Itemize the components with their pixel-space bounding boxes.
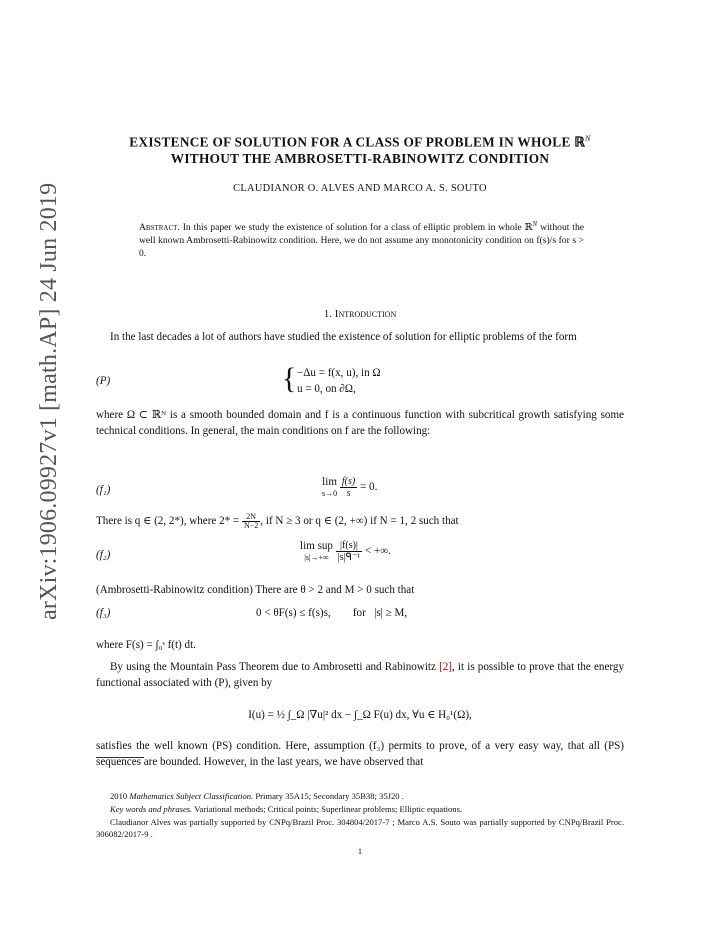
foot1-a: 2010 xyxy=(110,791,130,801)
section-number: 1. xyxy=(323,308,333,320)
footnote-funding: Claudianor Alves was partially supported by CNPq/Brazil Proc. 304804/2017-7 ; Marco A.S. Souto was partially supported by CNPq/Brazil Proc. 306082/2017-9 . xyxy=(96,817,624,839)
title-line-2: WITHOUT THE AMBROSETTI-RABINOWITZ CONDITION xyxy=(170,151,550,167)
equation-f3-label: (f₃) xyxy=(96,607,111,619)
foot2-b: Variational methods; Critical points; Superlinear problems; Elliptic equations. xyxy=(192,804,463,814)
para3-frac-num: 2N xyxy=(242,513,260,522)
abstract-superscript: N xyxy=(532,220,538,228)
f1-numerator: f(s) xyxy=(341,476,356,487)
equation-p-line-2: u = 0, on ∂Ω, xyxy=(297,383,356,395)
equation-f2 xyxy=(300,540,391,563)
arxiv-identifier: arXiv:1906.09927v1 [math.AP] 24 Jun 2019 xyxy=(36,182,62,620)
para6-text-b: , it is possible to prove that the energy functional associated with (P), given by xyxy=(96,661,624,689)
para3-frac-den: N−2 xyxy=(244,521,259,530)
para3-text-b: , if N ≥ 3 or q ∈ (2, +∞) if N = 1, 2 such that xyxy=(260,515,459,528)
f2-limsup: lim sup xyxy=(300,539,333,552)
page-number: 1 xyxy=(357,846,363,856)
equation-energy-functional: I(u) = ½ ∫_Ω |∇u|² dx − ∫_Ω F(u) dx, ∀u ∈ H₀¹(Ω), xyxy=(248,709,472,721)
f2-numerator: |f(s)| xyxy=(336,540,362,552)
equation-p-line-1: −Δu = f(x, u), in Ω xyxy=(297,367,381,379)
paragraph-6 xyxy=(96,660,624,691)
section-heading xyxy=(96,308,624,320)
paragraph-2: where Ω ⊂ ℝᴺ is a smooth bounded domain and f is a continuous function with subcritical growth satisfying some technical conditions. In general, the main conditions on f are the following: xyxy=(96,409,624,437)
authors: CLAUDIANOR O. ALVES AND MARCO A. S. SOUTO xyxy=(233,183,487,194)
paragraph-4: (Ambrosetti-Rabinowitz condition) There are θ > 2 and M > 0 such that xyxy=(96,584,415,596)
equation-f1 xyxy=(322,476,377,499)
f1-lim-sub: s→0 xyxy=(322,488,338,498)
f2-limsup-sub: |s|→+∞ xyxy=(304,552,329,562)
footnote-keywords xyxy=(96,803,624,815)
paper-title xyxy=(96,130,624,167)
paragraph-1: In the last decades a lot of authors have studied the existence of solution for elliptic problems of the form xyxy=(110,331,577,343)
abstract-text-2: without the well known Ambrosetti-Rabinowitz condition. Here, we do not assume any monotonicity condition on f(s)/s for s > 0. xyxy=(139,222,584,260)
citation-link[interactable]: [2] xyxy=(439,661,452,673)
abstract xyxy=(139,218,584,260)
equation-brace: { xyxy=(282,362,297,395)
title-superscript: N xyxy=(585,134,591,143)
title-line-1: EXISTENCE OF SOLUTION FOR A CLASS OF PROBLEM IN WHOLE ℝ xyxy=(129,134,586,150)
foot2-italic: Key words and phrases. xyxy=(110,804,193,814)
equation-f2-label: (f₂) xyxy=(96,549,111,561)
equation-f1-label: (f₁) xyxy=(96,484,111,496)
f1-denominator: s xyxy=(346,488,351,499)
section-title: Introduction xyxy=(334,308,397,320)
para6-text-a: By using the Mountain Pass Theorem due to Ambrosetti and Rabinowitz xyxy=(110,661,440,673)
abstract-label: Abstract. xyxy=(139,222,180,234)
footnote-msc xyxy=(96,790,624,802)
paragraph-5: where F(s) = ∫₀ˢ f(t) dt. xyxy=(96,639,196,651)
foot1-italic: Mathematics Subject Classification. xyxy=(129,791,254,801)
abstract-text-1: In this paper we study the existence of solution for a class of elliptic problem in whole ℝ xyxy=(182,222,533,234)
para3-text-a: There is q ∈ (2, 2*), where 2* = xyxy=(96,515,243,528)
foot1-b: Primary 35A15; Secondary 35B38; 35J20 . xyxy=(253,791,404,801)
equation-f3: 0 < θF(s) ≤ f(s)s, for |s| ≥ M, xyxy=(256,607,408,619)
paragraph-3 xyxy=(96,513,624,530)
paragraph-7: satisfies the well known (PS) condition. Here, assumption (f₃) permits to prove, of a very easy way, that all (PS) sequences are bounded. However, in the last years, we have observed that xyxy=(96,740,624,768)
f2-denominator: |s|ᑫ⁻¹ xyxy=(337,552,361,563)
equation-p-label: (P) xyxy=(96,375,111,387)
f1-rhs: = 0. xyxy=(360,481,378,494)
f2-rhs: < +∞. xyxy=(365,545,391,558)
f1-lim: lim xyxy=(322,475,337,488)
footnote-rule xyxy=(96,757,144,758)
